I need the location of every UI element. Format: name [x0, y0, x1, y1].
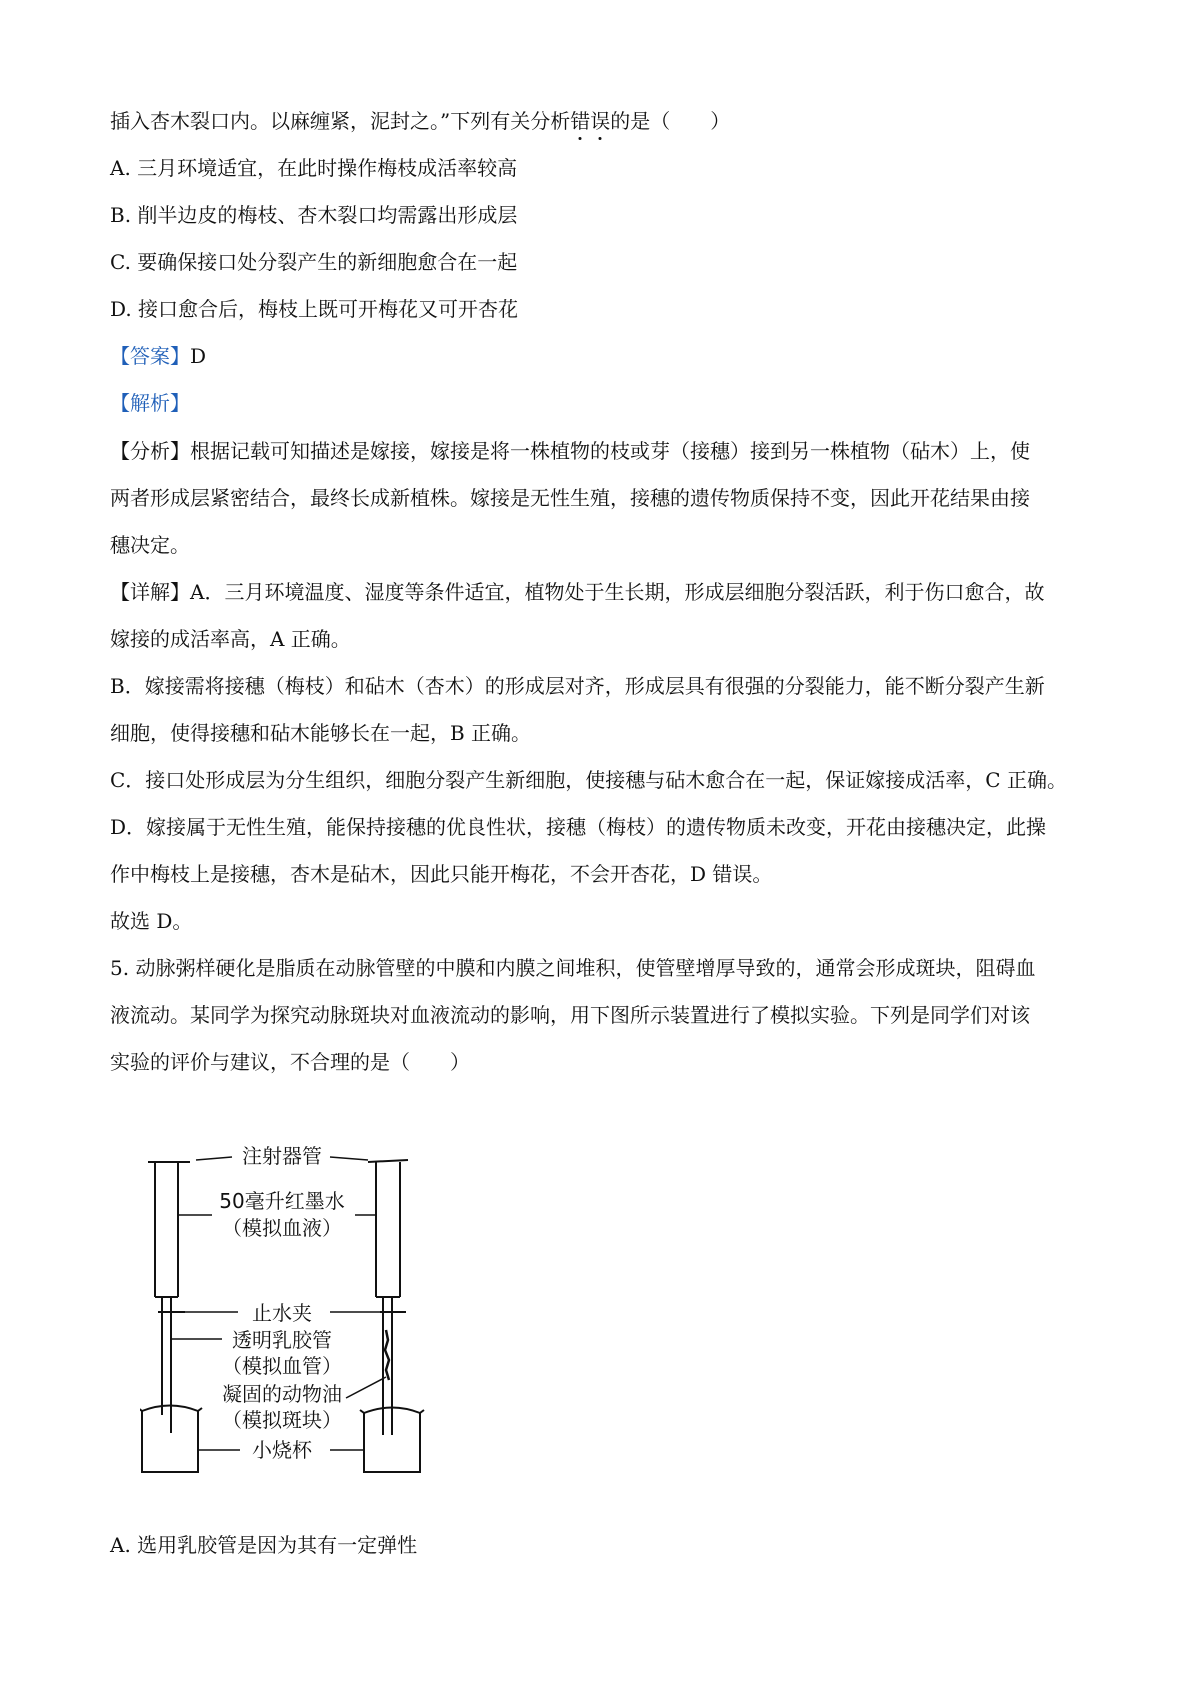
detail-d-line-2: 作中梅枝上是接穗，杏木是砧木，因此只能开梅花，不会开杏花，D 错误。 [110, 862, 773, 886]
label-ink: 50毫升红墨水 [219, 1189, 345, 1213]
label-tube: 透明乳胶管 [232, 1328, 332, 1352]
xiangjie-line-2: 嫁接的成活率高，A 正确。 [110, 627, 351, 651]
emphasis-char: 误 [590, 109, 611, 133]
option-d: D. 接口愈合后，梅枝上既可开梅花又可开杏花 [110, 297, 519, 321]
experiment-diagram-svg [140, 1115, 480, 1495]
option-c: C. 要确保接口处分裂产生的新细胞愈合在一起 [110, 250, 518, 274]
question-5-line-1: 5. 动脉粥样硬化是脂质在动脉管壁的中膜和内膜之间堆积，使管壁增厚导致的，通常会形成斑块，阻碍血 [110, 956, 1036, 980]
xiangjie-line-1: 【详解】A．三月环境温度、湿度等条件适宜，植物处于生长期，形成层细胞分裂活跃，利于伤口愈合，故 [110, 580, 1045, 604]
leader-syringe-right [330, 1157, 368, 1160]
detail-d-line-1: D．嫁接属于无性生殖，能保持接穗的优良性状，接穗（梅枝）的遗传物质未改变，开花由接穗决定，此操 [110, 815, 1047, 839]
fenxi-line-2: 两者形成层紧密结合，最终长成新植株。嫁接是无性生殖，接穗的遗传物质保持不变，因此开花结果由接 [110, 486, 1030, 510]
label-oil-sub: （模拟斑块） [222, 1408, 342, 1432]
choose-line: 故选 D。 [110, 909, 193, 933]
answer-value: D [190, 344, 207, 368]
analysis-heading: 【解析】 [110, 391, 190, 415]
right-syringe-rim [368, 1160, 408, 1162]
label-clamp: 止水夹 [252, 1301, 312, 1325]
label-ink-sub: （模拟血液） [222, 1216, 342, 1240]
experiment-diagram [140, 1115, 480, 1495]
detail-c-line-1: C．接口处形成层为分生组织，细胞分裂产生新细胞，使接穗与砧木愈合在一起，保证嫁接成活率，C 正确。 [110, 768, 1067, 792]
leader-oil-right [346, 1377, 386, 1398]
label-beaker: 小烧杯 [252, 1438, 312, 1462]
detail-b-line-2: 细胞，使得接穗和砧木能够长在一起，B 正确。 [110, 721, 532, 745]
question-5-option-a: A. 选用乳胶管是因为其有一定弹性 [110, 1533, 418, 1557]
fenxi-line-1: 【分析】根据记载可知描述是嫁接，嫁接是将一株植物的枝或芽（接穗）接到另一株植物（砧木）上，使 [110, 439, 1030, 463]
detail-b-line-1: B．嫁接需将接穗（梅枝）和砧木（杏木）的形成层对齐，形成层具有很强的分裂能力，能不断分裂产生新 [110, 674, 1045, 698]
question-5-line-3: 实验的评价与建议，不合理的是（ ） [110, 1050, 470, 1074]
label-oil: 凝固的动物油 [222, 1382, 342, 1406]
fenxi-tag: 【分析】 [110, 439, 190, 463]
question-5-line-2: 液流动。某同学为探究动脉斑块对血液流动的影响，用下图所示装置进行了模拟实验。下列是同学们对该 [110, 1003, 1030, 1027]
question-4-stem-end: 插入杏木裂口内。以麻缠紧，泥封之。”下列有关分析错误的是（ ） [110, 109, 731, 133]
xiangjie-tag: 【详解】 [110, 580, 190, 604]
label-tube-sub: （模拟血管） [222, 1354, 342, 1378]
option-b: B. 削半边皮的梅枝、杏木裂口均需露出形成层 [110, 203, 518, 227]
emphasis-char: 错 [570, 109, 591, 133]
answer-line [110, 342, 1100, 370]
answer-tag: 【答案】 [110, 344, 190, 368]
plaque-deposit [385, 1330, 389, 1380]
leader-syringe-left [196, 1157, 232, 1160]
option-a: A. 三月环境适宜，在此时操作梅枝成活率较高 [110, 156, 518, 180]
label-syringe: 注射器管 [242, 1144, 322, 1168]
fenxi-line-3: 穗决定。 [110, 533, 190, 557]
